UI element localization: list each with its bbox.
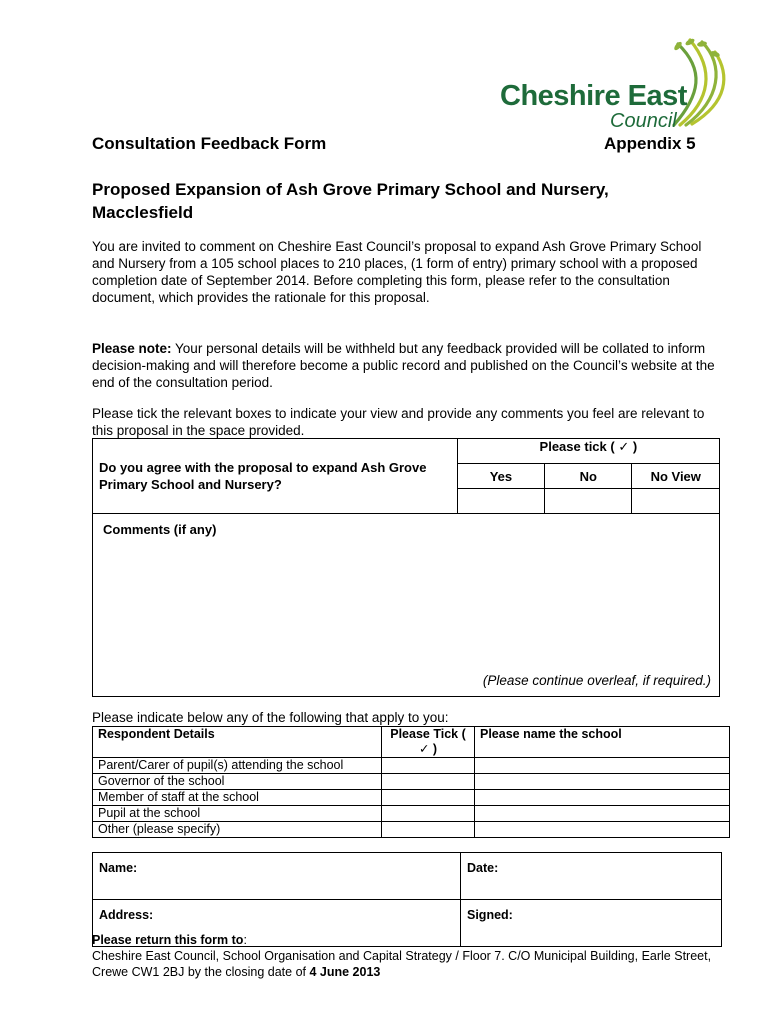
signed-field[interactable]: Signed: bbox=[461, 900, 722, 947]
intro-paragraph: You are invited to comment on Cheshire East Council’s proposal to expand Ash Grove Primary School and Nursery from a 105 school places to 210 places, (1 form of entry) primary school with a proposed completion date of September 2014. Before completing this form, please refer to the consultation document, which provides the rationale for this proposal. bbox=[92, 239, 702, 305]
comments-note: (Please continue overleaf, if required.) bbox=[482, 673, 711, 688]
tick-cell[interactable] bbox=[382, 758, 475, 774]
table-row bbox=[93, 774, 730, 790]
tick-box-no-view[interactable] bbox=[632, 489, 720, 514]
school-name-cell[interactable] bbox=[475, 758, 730, 774]
return-colon: : bbox=[243, 933, 247, 947]
form-title: Consultation Feedback Form bbox=[92, 134, 327, 153]
agree-table bbox=[92, 438, 720, 514]
respondent-type: Member of staff at the school bbox=[93, 790, 382, 806]
tick-cell[interactable] bbox=[382, 790, 475, 806]
tick-cell[interactable] bbox=[382, 806, 475, 822]
table-row bbox=[93, 806, 730, 822]
page-title: Proposed Expansion of Ash Grove Primary School and Nursery, Macclesfield bbox=[92, 180, 609, 222]
tick-header: Please tick ( ✓ ) bbox=[457, 439, 719, 464]
note-text: Your personal details will be withheld but any feedback provided will be collated to inform decision-making and will therefore become a public record and published on the Council’s website at the end of the consultation period. bbox=[92, 341, 715, 390]
note-paragraph bbox=[92, 340, 727, 391]
tick-cell[interactable] bbox=[382, 774, 475, 790]
tick-box-yes[interactable] bbox=[457, 489, 544, 514]
tick-column-header: Please Tick ( ✓ ) bbox=[382, 727, 475, 758]
logo-subtitle: Council bbox=[610, 110, 677, 132]
council-logo bbox=[500, 30, 730, 130]
respondent-type: Governor of the school bbox=[93, 774, 382, 790]
school-name-cell[interactable] bbox=[475, 790, 730, 806]
option-no-view: No View bbox=[632, 464, 720, 489]
option-yes: Yes bbox=[457, 464, 544, 489]
note-label: Please note: bbox=[92, 341, 172, 356]
appendix-label: Appendix 5 bbox=[604, 134, 696, 153]
respondent-header: Respondent Details bbox=[93, 727, 382, 758]
closing-date: 4 June 2013 bbox=[309, 965, 381, 979]
name-field[interactable]: Name: bbox=[93, 853, 461, 900]
option-no: No bbox=[545, 464, 632, 489]
respondent-table bbox=[92, 726, 730, 838]
table-row bbox=[93, 758, 730, 774]
school-name-cell[interactable] bbox=[475, 774, 730, 790]
respondent-intro: Please indicate below any of the following that apply to you: bbox=[92, 710, 449, 725]
comments-box[interactable] bbox=[92, 513, 720, 697]
comments-label: Comments (if any) bbox=[103, 522, 217, 537]
school-name-cell[interactable] bbox=[475, 822, 730, 838]
return-label: Please return this form to bbox=[92, 933, 244, 947]
respondent-type: Parent/Carer of pupil(s) attending the school bbox=[93, 758, 382, 774]
school-name-cell[interactable] bbox=[475, 806, 730, 822]
date-field[interactable]: Date: bbox=[461, 853, 722, 900]
agree-question: Do you agree with the proposal to expand Ash Grove Primary School and Nursery? bbox=[93, 439, 458, 514]
respondent-type: Pupil at the school bbox=[93, 806, 382, 822]
respondent-type: Other (please specify) bbox=[93, 822, 382, 838]
tick-box-no[interactable] bbox=[545, 489, 632, 514]
return-info bbox=[92, 932, 732, 980]
tick-cell[interactable] bbox=[382, 822, 475, 838]
school-column-header: Please name the school bbox=[475, 727, 730, 758]
table-row bbox=[93, 790, 730, 806]
return-address: Cheshire East Council, School Organisation and Capital Strategy / Floor 7. C/O Municipal Building, Earle Street, Crewe CW1 2BJ by the closing date of bbox=[92, 949, 712, 979]
address-field[interactable]: Address: bbox=[93, 900, 461, 947]
tick-instruction: Please tick the relevant boxes to indicate your view and provide any comments you feel are relevant to this proposal in the space provided. bbox=[92, 406, 705, 438]
table-row bbox=[93, 822, 730, 838]
logo-name: Cheshire East bbox=[500, 80, 687, 112]
